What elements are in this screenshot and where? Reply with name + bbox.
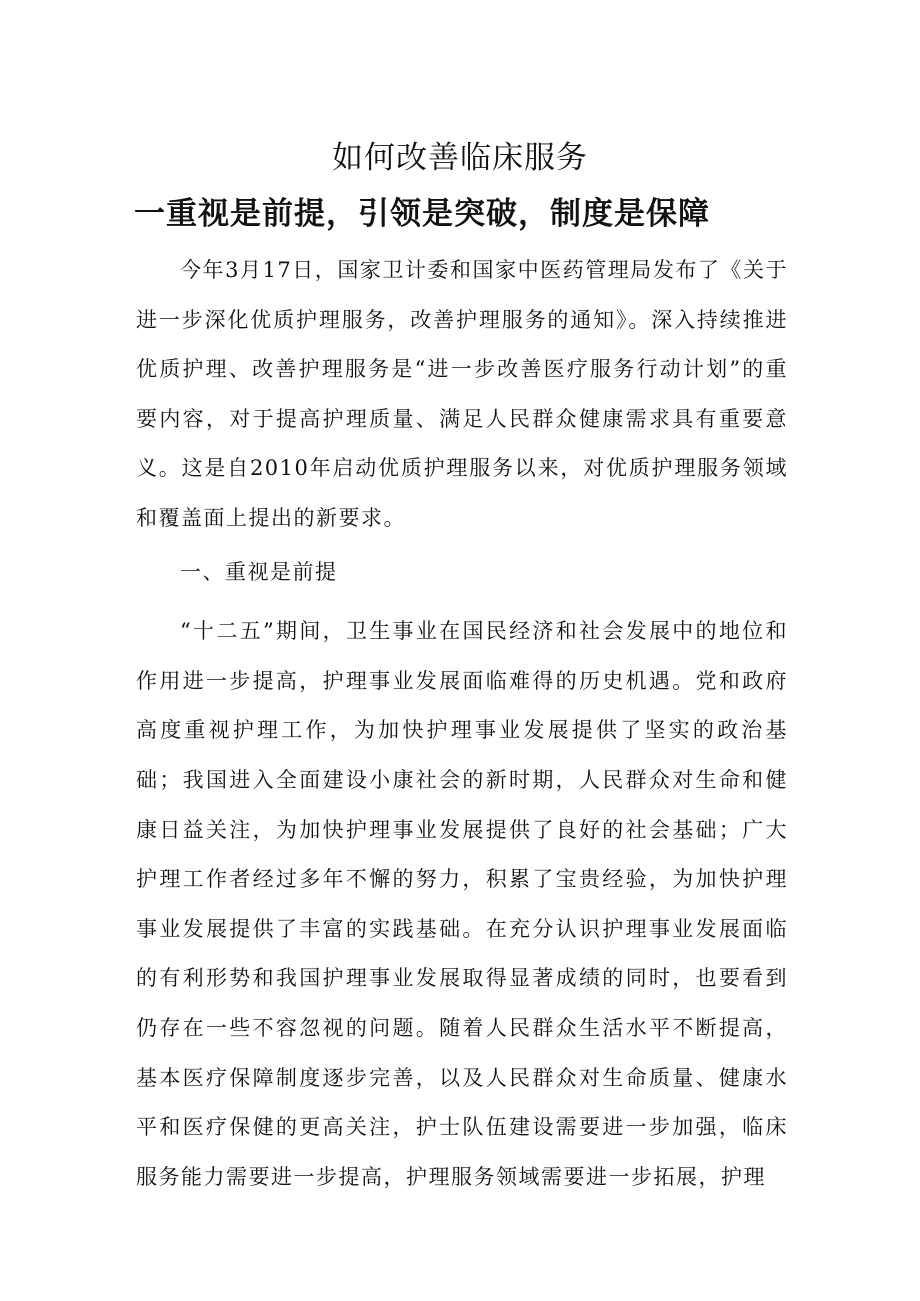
section-heading: 一、重视是前提 <box>180 559 338 584</box>
document-title: 如何改善临床服务 <box>332 140 588 176</box>
intro-paragraph: 今年3月17日，国家卫计委和国家中医药管理局发布了《关于进一步深化优质护理服务，改善护理服务的通知》。深入持续推进优质护理、改善护理服务是“进一步改善医疗服务行动计划”的重要内容，对于提高护理质量、满足人民群众健康需求具有重要意义。这是自2010年启动优质护理服务以来，对优质护理服务领域和覆盖面上提出的新要求。 <box>136 258 788 530</box>
section-paragraph: “十二五”期间，卫生事业在国民经济和社会发展中的地位和作用进一步提高，护理事业发展面临难得的历史机遇。党和政府高度重视护理工作，为加快护理事业发展提供了坚实的政治基础；我国进入全面建设小康社会的新时期，人民群众对生命和健康日益关注，为加快护理事业发展提供了良好的社会基础；广大护理工作者经过多年不懈的努力，积累了宝贵经验，为加快护理事业发展提供了丰富的实践基础。在充分认识护理事业发展面临的有利形势和我国护理事业发展取得显著成绩的同时，也要看到仍存在一些不容忽视的问题。随着人民群众生活水平不断提高，基本医疗保障制度逐步完善，以及人民群众对生命质量、健康水平和医疗保健的更高关注，护士队伍建设需要进一步加强，临床服务能力需要进一步提高，护理服务领域需要进一步拓展，护理 <box>136 619 788 1189</box>
document-body <box>136 246 788 1202</box>
document-subtitle: 一重视是前提，引领是突破，制度是保障 <box>134 196 710 232</box>
